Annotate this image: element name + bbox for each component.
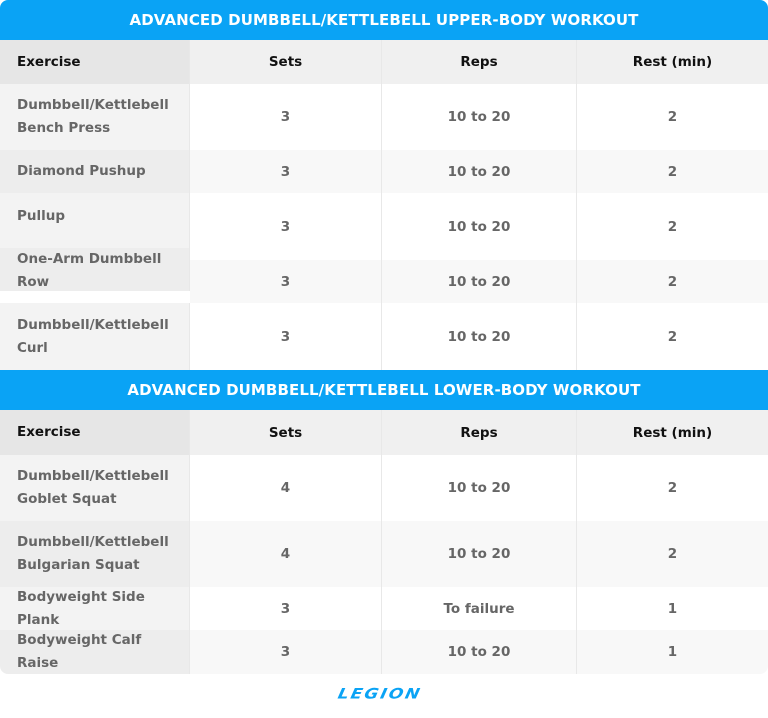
rest-cell: 2 xyxy=(577,260,768,303)
col-header-rest: Rest (min) xyxy=(577,410,768,455)
table-row xyxy=(0,630,768,674)
reps-cell: To failure xyxy=(382,587,577,630)
exercise-cell: Dumbbell/Kettlebell Goblet Squat xyxy=(0,455,190,521)
rest-cell: 2 xyxy=(577,303,768,370)
col-header-sets: Sets xyxy=(190,40,382,84)
sets-cell: 3 xyxy=(190,84,382,150)
reps-cell: 10 to 20 xyxy=(382,150,577,193)
exercise-cell: Diamond Pushup xyxy=(0,150,190,193)
rest-cell: 2 xyxy=(577,150,768,193)
sets-cell: 4 xyxy=(190,455,382,521)
exercise-cell: Dumbbell/Kettlebell Bench Press xyxy=(0,84,190,150)
exercise-cell: Bodyweight Calf Raise xyxy=(0,630,190,674)
exercise-cell: One-Arm Dumbbell Row xyxy=(0,248,190,291)
upper-body-title: ADVANCED DUMBBELL/KETTLEBELL UPPER-BODY WORKOUT xyxy=(0,0,768,40)
rest-cell: 1 xyxy=(577,587,768,630)
sets-cell: 3 xyxy=(190,630,382,674)
col-header-rest: Rest (min) xyxy=(577,40,768,84)
sets-cell: 3 xyxy=(190,587,382,630)
col-header-sets: Sets xyxy=(190,410,382,455)
table-row xyxy=(0,587,768,630)
reps-cell: 10 to 20 xyxy=(382,455,577,521)
table-row xyxy=(0,303,768,370)
rest-cell: 2 xyxy=(577,193,768,260)
table-row xyxy=(0,521,768,587)
table-row xyxy=(0,150,768,193)
reps-cell: 10 to 20 xyxy=(382,303,577,370)
reps-cell: 10 to 20 xyxy=(382,260,577,303)
rest-cell: 2 xyxy=(577,84,768,150)
table-row xyxy=(0,84,768,150)
exercise-cell: Bodyweight Side Plank xyxy=(0,587,190,630)
header-row xyxy=(0,410,768,455)
lower-body-table xyxy=(0,370,768,674)
reps-cell: 10 to 20 xyxy=(382,630,577,674)
col-header-exercise: Exercise xyxy=(0,40,190,84)
sets-cell: 3 xyxy=(190,193,382,260)
col-header-reps: Reps xyxy=(382,410,577,455)
rest-cell: 2 xyxy=(577,455,768,521)
sets-cell: 3 xyxy=(190,150,382,193)
rest-cell: 1 xyxy=(577,630,768,674)
sets-cell: 3 xyxy=(190,303,382,370)
exercise-cell: Dumbbell/Kettlebell Curl xyxy=(0,303,190,370)
table-row xyxy=(0,455,768,521)
lower-body-title: ADVANCED DUMBBELL/KETTLEBELL LOWER-BODY WORKOUT xyxy=(0,370,768,410)
reps-cell: 10 to 20 xyxy=(382,193,577,260)
col-header-reps: Reps xyxy=(382,40,577,84)
sets-cell: 4 xyxy=(190,521,382,587)
reps-cell: 10 to 20 xyxy=(382,521,577,587)
exercise-cell: Dumbbell/Kettlebell Bulgarian Squat xyxy=(0,521,190,587)
sets-cell: 3 xyxy=(190,260,382,303)
col-header-exercise: Exercise xyxy=(0,410,190,455)
reps-cell: 10 to 20 xyxy=(382,84,577,150)
legion-logo: LEGION xyxy=(336,685,424,703)
rest-cell: 2 xyxy=(577,521,768,587)
header-row xyxy=(0,40,768,84)
table-row xyxy=(0,251,768,303)
exercise-cell: Pullup xyxy=(0,193,190,260)
